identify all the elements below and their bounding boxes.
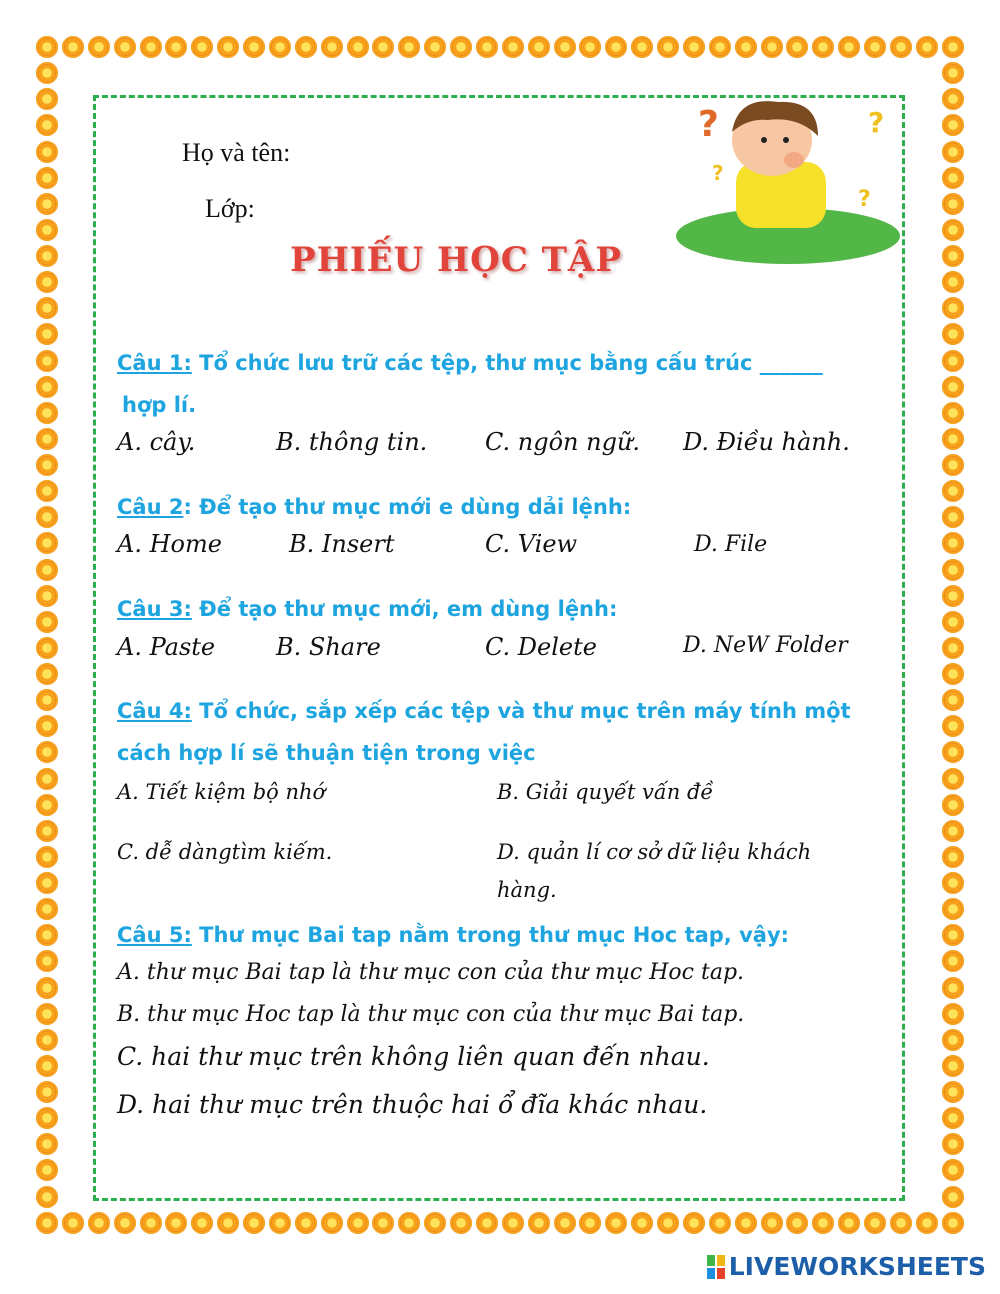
sunflower-icon <box>36 768 58 790</box>
sunflower-icon <box>36 454 58 476</box>
sunflower-icon <box>942 794 964 816</box>
sunflower-icon <box>36 689 58 711</box>
sunflower-icon <box>554 1212 576 1234</box>
sunflower-icon <box>36 898 58 920</box>
sunflower-icon <box>36 1055 58 1077</box>
sunflower-icon <box>36 977 58 999</box>
sunflower-icon <box>36 794 58 816</box>
sunflower-icon <box>942 820 964 842</box>
border-bottom <box>36 1212 964 1234</box>
sunflower-icon <box>36 1003 58 1025</box>
sunflower-icon <box>502 36 524 58</box>
sunflower-icon <box>62 36 84 58</box>
sunflower-icon <box>36 1081 58 1103</box>
sunflower-icon <box>812 36 834 58</box>
sunflower-icon <box>942 376 964 398</box>
sunflower-icon <box>942 114 964 136</box>
sunflower-icon <box>36 637 58 659</box>
sunflower-icon <box>36 114 58 136</box>
sunflower-icon <box>36 402 58 424</box>
sunflower-icon <box>605 36 627 58</box>
sunflower-icon <box>631 1212 653 1234</box>
sunflower-icon <box>942 950 964 972</box>
sunflower-icon <box>942 428 964 450</box>
sunflower-icon <box>36 846 58 868</box>
sunflower-icon <box>942 219 964 241</box>
question-5 <box>117 914 789 956</box>
sunflower-icon <box>942 1107 964 1129</box>
sunflower-icon <box>890 1212 912 1234</box>
sunflower-icon <box>761 1212 783 1234</box>
sunflower-icon <box>36 872 58 894</box>
svg-text:?: ? <box>868 106 885 139</box>
sunflower-icon <box>36 193 58 215</box>
q1-option-d[interactable]: D. Điều hành. <box>683 428 850 456</box>
sunflower-icon <box>735 36 757 58</box>
sunflower-icon <box>942 872 964 894</box>
sunflower-icon <box>942 297 964 319</box>
sunflower-icon <box>36 167 58 189</box>
sunflower-icon <box>605 1212 627 1234</box>
sunflower-icon <box>36 741 58 763</box>
sunflower-icon <box>269 36 291 58</box>
q3-option-b[interactable]: B. Share <box>276 633 381 661</box>
sunflower-icon <box>347 36 369 58</box>
question-text: : Để tạo thư mục mới e dùng dải lệnh: <box>183 495 632 519</box>
border-top <box>36 36 964 58</box>
q3-option-c[interactable]: C. Delete <box>485 633 597 661</box>
sunflower-icon <box>942 480 964 502</box>
sunflower-icon <box>942 898 964 920</box>
question-1-line2: hợp lí. <box>122 393 197 417</box>
sunflower-icon <box>36 271 58 293</box>
sunflower-icon <box>579 1212 601 1234</box>
q2-option-a[interactable]: A. Home <box>117 530 222 558</box>
sunflower-icon <box>36 924 58 946</box>
q5-option-c[interactable]: C. hai thư mục trên không liên quan đến nhau. <box>117 1042 710 1071</box>
sunflower-icon <box>88 36 110 58</box>
q5-option-b[interactable]: B. thư mục Hoc tap là thư mục con của thư mục Bai tap. <box>117 1002 745 1027</box>
sunflower-icon <box>372 36 394 58</box>
q1-option-a[interactable]: A. cây. <box>117 428 196 456</box>
q2-option-b[interactable]: B. Insert <box>289 530 395 558</box>
sunflower-icon <box>36 1159 58 1181</box>
sunflower-icon <box>942 1055 964 1077</box>
sunflower-icon <box>942 167 964 189</box>
sunflower-icon <box>36 350 58 372</box>
worksheet-title: PHIẾU HỌC TẬP <box>290 240 622 280</box>
sunflower-icon <box>942 402 964 424</box>
sunflower-icon <box>942 350 964 372</box>
sunflower-icon <box>114 1212 136 1234</box>
sunflower-icon <box>165 1212 187 1234</box>
svg-text:?: ? <box>712 161 724 185</box>
sunflower-icon <box>864 36 886 58</box>
sunflower-icon <box>812 1212 834 1234</box>
q2-option-d[interactable]: D. File <box>694 532 768 557</box>
sunflower-icon <box>450 36 472 58</box>
sunflower-icon <box>554 36 576 58</box>
sunflower-icon <box>942 924 964 946</box>
sunflower-icon <box>36 141 58 163</box>
sunflower-icon <box>398 1212 420 1234</box>
thinking-boy-illustration <box>668 96 908 264</box>
question-number: Câu 5: <box>117 923 192 947</box>
logo-icon <box>707 1255 725 1279</box>
sunflower-icon <box>864 1212 886 1234</box>
sunflower-icon <box>942 454 964 476</box>
sunflower-icon <box>36 950 58 972</box>
sunflower-icon <box>36 88 58 110</box>
sunflower-icon <box>657 1212 679 1234</box>
sunflower-icon <box>36 1186 58 1208</box>
sunflower-icon <box>217 36 239 58</box>
sunflower-icon <box>942 1133 964 1155</box>
sunflower-icon <box>916 1212 938 1234</box>
sunflower-icon <box>942 611 964 633</box>
sunflower-icon <box>398 36 420 58</box>
question-4-line2: cách hợp lí sẽ thuận tiện trong việc <box>117 741 536 765</box>
sunflower-icon <box>476 1212 498 1234</box>
sunflower-icon <box>36 585 58 607</box>
question-text: Thư mục Bai tap nằm trong thư mục Hoc tap, vậy: <box>191 923 790 947</box>
q3-option-a[interactable]: A. Paste <box>117 633 216 661</box>
sunflower-icon <box>295 36 317 58</box>
sunflower-icon <box>942 62 964 84</box>
sunflower-icon <box>140 36 162 58</box>
name-label: Họ và tên: <box>182 138 291 167</box>
sunflower-icon <box>942 1186 964 1208</box>
sunflower-icon <box>36 1029 58 1051</box>
sunflower-icon <box>243 36 265 58</box>
q3-option-d[interactable]: D. NeW Folder <box>683 633 848 658</box>
q4-option-d[interactable]: D. quản lí cơ sở dữ liệu khách <box>497 840 812 864</box>
sunflower-icon <box>942 245 964 267</box>
sunflower-icon <box>942 977 964 999</box>
svg-text:?: ? <box>858 187 871 212</box>
question-4 <box>117 690 851 732</box>
sunflower-icon <box>942 1212 964 1234</box>
question-text: Để tạo thư mục mới, em dùng lệnh: <box>191 597 618 621</box>
question-2 <box>117 486 631 528</box>
sunflower-icon <box>36 1212 58 1234</box>
sunflower-icon <box>942 1003 964 1025</box>
sunflower-icon <box>372 1212 394 1234</box>
class-label: Lớp: <box>205 194 255 223</box>
brand-text: LIVEWORKSHEETS <box>728 1252 986 1281</box>
sunflower-icon <box>838 1212 860 1234</box>
q5-option-d[interactable]: D. hai thư mục trên thuộc hai ổ đĩa khác nhau. <box>117 1090 708 1119</box>
sunflower-icon <box>424 1212 446 1234</box>
sunflower-icon <box>942 141 964 163</box>
sunflower-icon <box>36 715 58 737</box>
sunflower-icon <box>62 1212 84 1234</box>
sunflower-icon <box>942 715 964 737</box>
sunflower-icon <box>942 559 964 581</box>
sunflower-icon <box>36 376 58 398</box>
sunflower-icon <box>36 506 58 528</box>
sunflower-icon <box>709 1212 731 1234</box>
sunflower-icon <box>942 193 964 215</box>
sunflower-icon <box>942 768 964 790</box>
question-number: Câu 2 <box>117 495 184 519</box>
sunflower-icon <box>191 36 213 58</box>
q1-option-b[interactable]: B. thông tin. <box>276 428 428 456</box>
sunflower-icon <box>36 559 58 581</box>
sunflower-icon <box>36 297 58 319</box>
q4-option-b[interactable]: B. Giải quyết vấn đề <box>497 780 714 804</box>
sunflower-icon <box>36 1107 58 1129</box>
sunflower-icon <box>450 1212 472 1234</box>
sunflower-icon <box>36 323 58 345</box>
sunflower-icon <box>631 36 653 58</box>
sunflower-icon <box>243 1212 265 1234</box>
liveworksheets-logo[interactable] <box>707 1252 986 1281</box>
sunflower-icon <box>165 36 187 58</box>
sunflower-icon <box>424 36 446 58</box>
border-left <box>36 36 58 1234</box>
sunflower-icon <box>140 1212 162 1234</box>
question-1 <box>117 342 823 384</box>
sunflower-icon <box>683 36 705 58</box>
sunflower-icon <box>217 1212 239 1234</box>
sunflower-icon <box>36 820 58 842</box>
sunflower-icon <box>295 1212 317 1234</box>
sunflower-icon <box>36 36 58 58</box>
q1-option-c[interactable]: C. ngôn ngữ. <box>485 428 641 456</box>
sunflower-icon <box>942 741 964 763</box>
question-text: Tổ chức lưu trữ các tệp, thư mục bằng cấu trúc ______ <box>191 351 823 375</box>
sunflower-icon <box>88 1212 110 1234</box>
sunflower-icon <box>942 1159 964 1181</box>
sunflower-icon <box>476 36 498 58</box>
sunflower-icon <box>114 36 136 58</box>
sunflower-icon <box>735 1212 757 1234</box>
sunflower-icon <box>890 36 912 58</box>
sunflower-icon <box>36 663 58 685</box>
sunflower-icon <box>942 532 964 554</box>
sunflower-icon <box>838 36 860 58</box>
question-number: Câu 1: <box>117 351 192 375</box>
q4-option-c[interactable]: C. dễ dàngtìm kiếm. <box>117 840 333 864</box>
sunflower-icon <box>347 1212 369 1234</box>
sunflower-icon <box>942 88 964 110</box>
sunflower-icon <box>321 1212 343 1234</box>
border-right <box>942 36 964 1234</box>
sunflower-icon <box>502 1212 524 1234</box>
sunflower-icon <box>916 36 938 58</box>
sunflower-icon <box>942 271 964 293</box>
sunflower-icon <box>36 611 58 633</box>
sunflower-icon <box>36 245 58 267</box>
q4-option-d-continued: hàng. <box>497 878 557 902</box>
q4-option-a[interactable]: A. Tiết kiệm bộ nhớ <box>117 780 326 804</box>
sunflower-icon <box>683 1212 705 1234</box>
sunflower-icon <box>942 1081 964 1103</box>
sunflower-icon <box>528 36 550 58</box>
sunflower-icon <box>191 1212 213 1234</box>
sunflower-icon <box>528 1212 550 1234</box>
question-3 <box>117 588 617 630</box>
sunflower-icon <box>36 1133 58 1155</box>
question-number: Câu 3: <box>117 597 192 621</box>
sunflower-icon <box>942 689 964 711</box>
q2-option-c[interactable]: C. View <box>485 530 578 558</box>
sunflower-icon <box>36 62 58 84</box>
sunflower-icon <box>36 219 58 241</box>
sunflower-icon <box>321 36 343 58</box>
sunflower-icon <box>942 846 964 868</box>
sunflower-icon <box>942 1029 964 1051</box>
sunflower-icon <box>942 506 964 528</box>
sunflower-icon <box>579 36 601 58</box>
sunflower-icon <box>36 532 58 554</box>
question-text: Tổ chức, sắp xếp các tệp và thư mục trên máy tính một <box>191 699 851 723</box>
sunflower-icon <box>942 637 964 659</box>
sunflower-icon <box>942 585 964 607</box>
sunflower-icon <box>36 480 58 502</box>
q5-option-a[interactable]: A. thư mục Bai tap là thư mục con của thư mục Hoc tap. <box>117 960 745 985</box>
sunflower-icon <box>36 428 58 450</box>
sunflower-icon <box>942 323 964 345</box>
sunflower-icon <box>786 36 808 58</box>
sunflower-icon <box>942 36 964 58</box>
sunflower-icon <box>786 1212 808 1234</box>
sunflower-icon <box>942 663 964 685</box>
sunflower-icon <box>269 1212 291 1234</box>
sunflower-icon <box>709 36 731 58</box>
question-number: Câu 4: <box>117 699 192 723</box>
svg-text:?: ? <box>698 104 719 145</box>
sunflower-icon <box>761 36 783 58</box>
sunflower-icon <box>657 36 679 58</box>
